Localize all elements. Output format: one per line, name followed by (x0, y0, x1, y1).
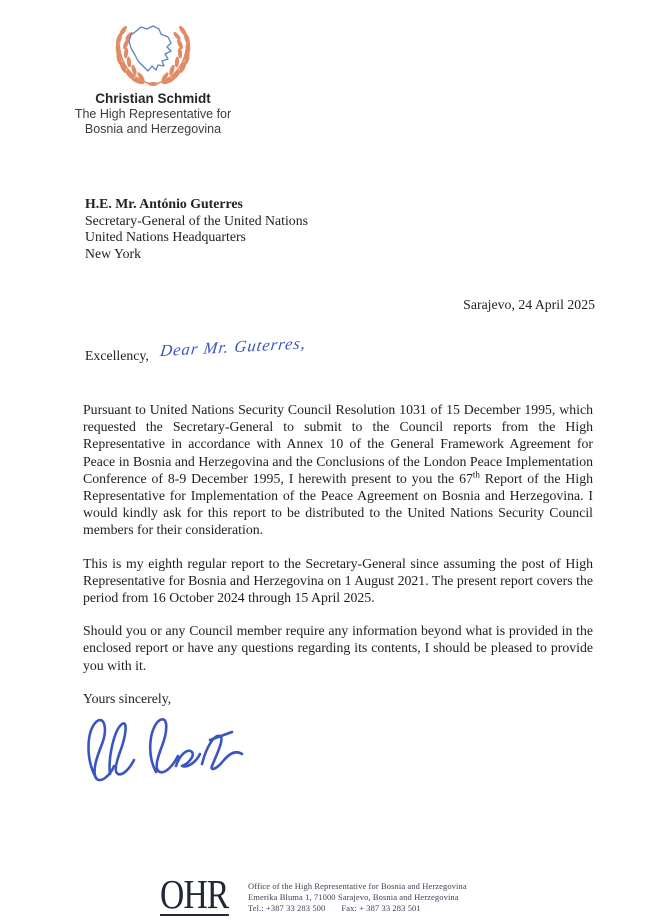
bosnia-map-outline (129, 26, 171, 71)
letterhead-title-line1: The High Representative for (74, 107, 232, 121)
paragraph-3: Should you or any Council member require any information beyond what is provided in the enclosed report or have any questions regarding its contents, I should be pleased to provide you with it. (83, 623, 593, 673)
recipient-line: Secretary-General of the United Nations (85, 212, 308, 228)
salutation-row (85, 333, 308, 364)
paragraph-1-text: Report of the High Representative for Implementation of the Peace Agreement on Bosnia and Herzegovina. I would kindly ask for this report to be distributed to the United Nations Security Council members for their consideration. (83, 470, 594, 538)
footer-contact-block (248, 881, 467, 913)
footer-office-line: Office of the High Representative for Bosnia and Herzegovina (248, 881, 467, 891)
closing: Yours sincerely, (83, 690, 172, 706)
footer-tel: Tel.: +387 33 283 500 (248, 902, 326, 913)
footer-address-line: Emerika Bluma 1, 71000 Sarajevo, Bosnia and Herzegovina (248, 891, 459, 902)
letter-body (83, 401, 593, 723)
recipient-line: New York (85, 245, 141, 261)
recipient-address-block (85, 196, 308, 262)
recipient-name: H.E. Mr. António Guterres (85, 196, 243, 211)
letterhead-name: Christian Schmidt (95, 91, 211, 106)
signature-handwritten-icon (80, 710, 270, 795)
paragraph-2: This is my eighth regular report to the Secretary-General since assuming the post of High Representative for Bosnia and Herzegovina on 1 August 2021. The present report covers the period from 16 October 2024 through 15 April 2025. (83, 555, 593, 606)
footer-fax: Fax: + 387 33 283 501 (341, 902, 421, 913)
paragraph-1-text: Pursuant to United Nations Security Council Resolution 1031 of 15 December 1995, which requested the Secretary-General to submit to the Council reports from the High Representative in accordance with Annex 10 of the General Framework Agreement for Peace in Bosnia and Herzegovina and the Conclusions of the London Peace Implementation Conference of 8-9 December 1995, I herewith present to you the 67 (83, 402, 593, 486)
dateline: Sarajevo, 24 April 2025 (463, 297, 595, 312)
ordinal-superscript: th (472, 469, 480, 480)
un-wreath-bosnia-map-logo-icon (107, 16, 199, 90)
paragraph-1 (83, 401, 593, 539)
recipient-line: United Nations Headquarters (85, 229, 246, 244)
salutation: Excellency, (85, 348, 149, 363)
ohr-logo: OHR (160, 871, 229, 917)
footer-telfax-line (248, 903, 467, 914)
letterhead-title-line2: Bosnia and Herzegovina (84, 121, 222, 136)
handwritten-greeting: Dear Mr. Guterres, (159, 333, 308, 361)
letterhead (51, 16, 255, 136)
